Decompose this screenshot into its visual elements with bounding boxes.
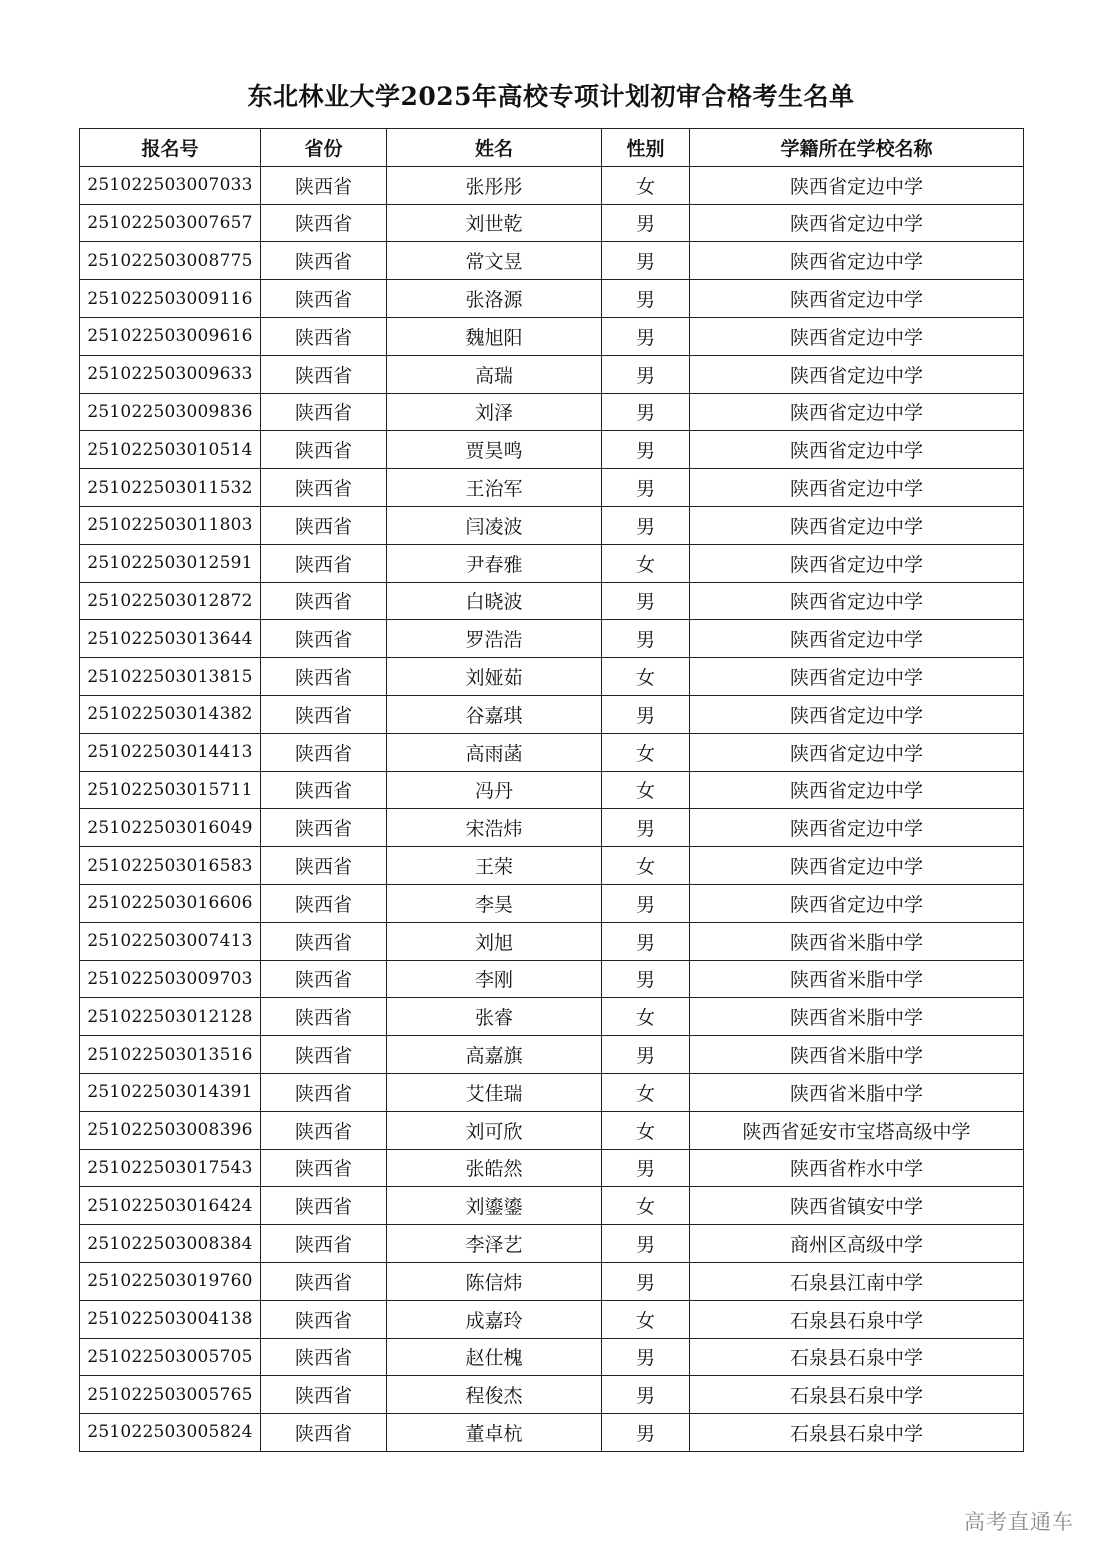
cell-gender: 女 [602,998,690,1036]
cell-gender: 男 [602,922,690,960]
cell-province: 陕西省 [261,1225,387,1263]
cell-province: 陕西省 [261,658,387,696]
cell-province: 陕西省 [261,1036,387,1074]
cell-gender: 男 [602,355,690,393]
cell-school: 陕西省定边中学 [690,733,1024,771]
cell-gender: 女 [602,733,690,771]
cell-gender: 男 [602,431,690,469]
cell-school: 石泉县江南中学 [690,1262,1024,1300]
cell-name: 王荣 [387,847,602,885]
table-row [80,960,1024,998]
cell-school: 陕西省定边中学 [690,771,1024,809]
table-row [80,998,1024,1036]
cell-registration-number: 251022503012128 [80,998,261,1036]
cell-gender: 男 [602,1149,690,1187]
cell-school: 陕西省米脂中学 [690,1073,1024,1111]
cell-province: 陕西省 [261,960,387,998]
table-row [80,242,1024,280]
cell-name: 程俊杰 [387,1376,602,1414]
cell-name: 李刚 [387,960,602,998]
cell-school: 商州区高级中学 [690,1225,1024,1263]
cell-name: 刘娅茹 [387,658,602,696]
cell-province: 陕西省 [261,1262,387,1300]
cell-name: 白晓波 [387,582,602,620]
cell-registration-number: 251022503014391 [80,1073,261,1111]
cell-name: 高瑞 [387,355,602,393]
cell-province: 陕西省 [261,998,387,1036]
cell-school: 陕西省定边中学 [690,658,1024,696]
table-row [80,847,1024,885]
cell-registration-number: 251022503014413 [80,733,261,771]
cell-registration-number: 251022503016049 [80,809,261,847]
cell-name: 张彤彤 [387,166,602,204]
cell-name: 高嘉旗 [387,1036,602,1074]
cell-gender: 男 [602,960,690,998]
cell-province: 陕西省 [261,695,387,733]
cell-school: 陕西省定边中学 [690,166,1024,204]
cell-registration-number: 251022503009703 [80,960,261,998]
cell-gender: 女 [602,658,690,696]
cell-school: 石泉县石泉中学 [690,1300,1024,1338]
cell-gender: 男 [602,280,690,318]
table-row [80,280,1024,318]
cell-province: 陕西省 [261,733,387,771]
cell-name: 董卓杭 [387,1414,602,1452]
cell-school: 陕西省定边中学 [690,695,1024,733]
cell-school: 陕西省定边中学 [690,355,1024,393]
cell-gender: 男 [602,1376,690,1414]
table-row [80,355,1024,393]
cell-province: 陕西省 [261,280,387,318]
page-title: 东北林业大学2025年高校专项计划初审合格考生名单 [247,82,855,111]
cell-province: 陕西省 [261,884,387,922]
cell-registration-number: 251022503007033 [80,166,261,204]
cell-school: 陕西省定边中学 [690,280,1024,318]
cell-registration-number: 251022503004138 [80,1300,261,1338]
cell-gender: 男 [602,809,690,847]
cell-registration-number: 251022503013815 [80,658,261,696]
cell-province: 陕西省 [261,166,387,204]
cell-name: 刘旭 [387,922,602,960]
header-province: 省份 [261,129,387,167]
table-row [80,695,1024,733]
cell-school: 石泉县石泉中学 [690,1338,1024,1376]
cell-registration-number: 251022503007657 [80,204,261,242]
cell-name: 成嘉玲 [387,1300,602,1338]
table-row [80,1225,1024,1263]
cell-gender: 男 [602,506,690,544]
cell-gender: 女 [602,771,690,809]
cell-province: 陕西省 [261,1376,387,1414]
cell-province: 陕西省 [261,431,387,469]
cell-name: 李泽艺 [387,1225,602,1263]
table-row [80,1073,1024,1111]
cell-registration-number: 251022503011532 [80,469,261,507]
cell-gender: 男 [602,317,690,355]
table-row [80,1376,1024,1414]
cell-gender: 男 [602,1338,690,1376]
cell-school: 陕西省定边中学 [690,204,1024,242]
cell-registration-number: 251022503016583 [80,847,261,885]
cell-registration-number: 251022503008396 [80,1111,261,1149]
cell-gender: 男 [602,1036,690,1074]
cell-registration-number: 251022503016424 [80,1187,261,1225]
cell-name: 冯丹 [387,771,602,809]
cell-province: 陕西省 [261,847,387,885]
table-row [80,317,1024,355]
cell-registration-number: 251022503012872 [80,582,261,620]
cell-name: 宋浩炜 [387,809,602,847]
header-name: 姓名 [387,129,602,167]
table-row [80,582,1024,620]
cell-province: 陕西省 [261,809,387,847]
cell-name: 贾昊鸣 [387,431,602,469]
cell-registration-number: 251022503005765 [80,1376,261,1414]
cell-school: 陕西省米脂中学 [690,922,1024,960]
cell-province: 陕西省 [261,1300,387,1338]
cell-province: 陕西省 [261,1187,387,1225]
cell-gender: 男 [602,884,690,922]
cell-name: 艾佳瑞 [387,1073,602,1111]
table-row [80,884,1024,922]
cell-province: 陕西省 [261,355,387,393]
cell-registration-number: 251022503007413 [80,922,261,960]
cell-name: 罗浩浩 [387,620,602,658]
cell-province: 陕西省 [261,771,387,809]
cell-registration-number: 251022503005824 [80,1414,261,1452]
cell-school: 陕西省定边中学 [690,393,1024,431]
candidate-table [79,128,1024,1452]
cell-school: 陕西省定边中学 [690,582,1024,620]
cell-province: 陕西省 [261,1111,387,1149]
cell-name: 李昊 [387,884,602,922]
cell-gender: 男 [602,242,690,280]
cell-province: 陕西省 [261,1338,387,1376]
cell-registration-number: 251022503011803 [80,506,261,544]
table-row [80,431,1024,469]
cell-gender: 男 [602,393,690,431]
cell-gender: 男 [602,695,690,733]
table-row [80,809,1024,847]
cell-school: 陕西省定边中学 [690,431,1024,469]
cell-gender: 男 [602,582,690,620]
cell-registration-number: 251022503008384 [80,1225,261,1263]
cell-school: 陕西省定边中学 [690,544,1024,582]
cell-name: 王治军 [387,469,602,507]
table-row [80,1149,1024,1187]
cell-registration-number: 251022503009616 [80,317,261,355]
cell-registration-number: 251022503017543 [80,1149,261,1187]
cell-registration-number: 251022503015711 [80,771,261,809]
cell-province: 陕西省 [261,506,387,544]
table-row [80,506,1024,544]
cell-registration-number: 251022503009633 [80,355,261,393]
cell-school: 陕西省定边中学 [690,242,1024,280]
cell-registration-number: 251022503010514 [80,431,261,469]
cell-name: 张洛源 [387,280,602,318]
cell-name: 常文昱 [387,242,602,280]
table-row [80,658,1024,696]
cell-gender: 女 [602,847,690,885]
table-header-row [80,129,1024,167]
table-row [80,620,1024,658]
cell-gender: 男 [602,620,690,658]
cell-registration-number: 251022503012591 [80,544,261,582]
cell-name: 刘可欣 [387,1111,602,1149]
header-school: 学籍所在学校名称 [690,129,1024,167]
cell-gender: 男 [602,1262,690,1300]
cell-school: 陕西省镇安中学 [690,1187,1024,1225]
cell-school: 陕西省米脂中学 [690,1036,1024,1074]
cell-registration-number: 251022503014382 [80,695,261,733]
cell-gender: 女 [602,1073,690,1111]
cell-school: 陕西省柞水中学 [690,1149,1024,1187]
table-row [80,922,1024,960]
table-row [80,204,1024,242]
cell-province: 陕西省 [261,582,387,620]
cell-name: 张皓然 [387,1149,602,1187]
table-row [80,1036,1024,1074]
cell-gender: 男 [602,1414,690,1452]
table-body [80,166,1024,1451]
cell-school: 陕西省延安市宝塔高级中学 [690,1111,1024,1149]
cell-registration-number: 251022503008775 [80,242,261,280]
cell-province: 陕西省 [261,204,387,242]
cell-name: 高雨菡 [387,733,602,771]
cell-name: 尹春雅 [387,544,602,582]
cell-registration-number: 251022503009116 [80,280,261,318]
cell-school: 陕西省定边中学 [690,884,1024,922]
cell-province: 陕西省 [261,1073,387,1111]
table-row [80,1338,1024,1376]
cell-school: 陕西省定边中学 [690,506,1024,544]
table-row [80,469,1024,507]
table-row [80,1300,1024,1338]
cell-name: 刘鎏鎏 [387,1187,602,1225]
cell-school: 陕西省米脂中学 [690,960,1024,998]
cell-registration-number: 251022503019760 [80,1262,261,1300]
cell-province: 陕西省 [261,393,387,431]
header-registration-number: 报名号 [80,129,261,167]
cell-province: 陕西省 [261,1414,387,1452]
cell-province: 陕西省 [261,242,387,280]
cell-name: 张睿 [387,998,602,1036]
cell-school: 陕西省定边中学 [690,620,1024,658]
table-row [80,1111,1024,1149]
cell-school: 石泉县石泉中学 [690,1414,1024,1452]
cell-school: 石泉县石泉中学 [690,1376,1024,1414]
cell-registration-number: 251022503013516 [80,1036,261,1074]
table-row [80,1262,1024,1300]
cell-name: 赵仕槐 [387,1338,602,1376]
cell-school: 陕西省定边中学 [690,809,1024,847]
cell-province: 陕西省 [261,317,387,355]
cell-registration-number: 251022503016606 [80,884,261,922]
cell-registration-number: 251022503013644 [80,620,261,658]
table-row [80,733,1024,771]
cell-province: 陕西省 [261,469,387,507]
cell-gender: 男 [602,1225,690,1263]
cell-gender: 女 [602,544,690,582]
table-row [80,393,1024,431]
cell-name: 谷嘉琪 [387,695,602,733]
cell-name: 闫凌波 [387,506,602,544]
cell-gender: 男 [602,204,690,242]
cell-gender: 女 [602,1187,690,1225]
cell-name: 刘世乾 [387,204,602,242]
cell-gender: 女 [602,1111,690,1149]
cell-school: 陕西省定边中学 [690,469,1024,507]
cell-registration-number: 251022503005705 [80,1338,261,1376]
cell-province: 陕西省 [261,1149,387,1187]
cell-registration-number: 251022503009836 [80,393,261,431]
cell-province: 陕西省 [261,922,387,960]
cell-gender: 女 [602,166,690,204]
cell-province: 陕西省 [261,620,387,658]
table-row [80,1414,1024,1452]
cell-province: 陕西省 [261,544,387,582]
cell-name: 陈信炜 [387,1262,602,1300]
watermark: 高考直通车 [964,1510,1074,1534]
cell-school: 陕西省米脂中学 [690,998,1024,1036]
cell-gender: 女 [602,1300,690,1338]
table-row [80,544,1024,582]
cell-school: 陕西省定边中学 [690,317,1024,355]
cell-school: 陕西省定边中学 [690,847,1024,885]
table-row [80,1187,1024,1225]
header-gender: 性别 [602,129,690,167]
table-row [80,166,1024,204]
table-row [80,771,1024,809]
cell-gender: 男 [602,469,690,507]
cell-name: 刘泽 [387,393,602,431]
cell-name: 魏旭阳 [387,317,602,355]
